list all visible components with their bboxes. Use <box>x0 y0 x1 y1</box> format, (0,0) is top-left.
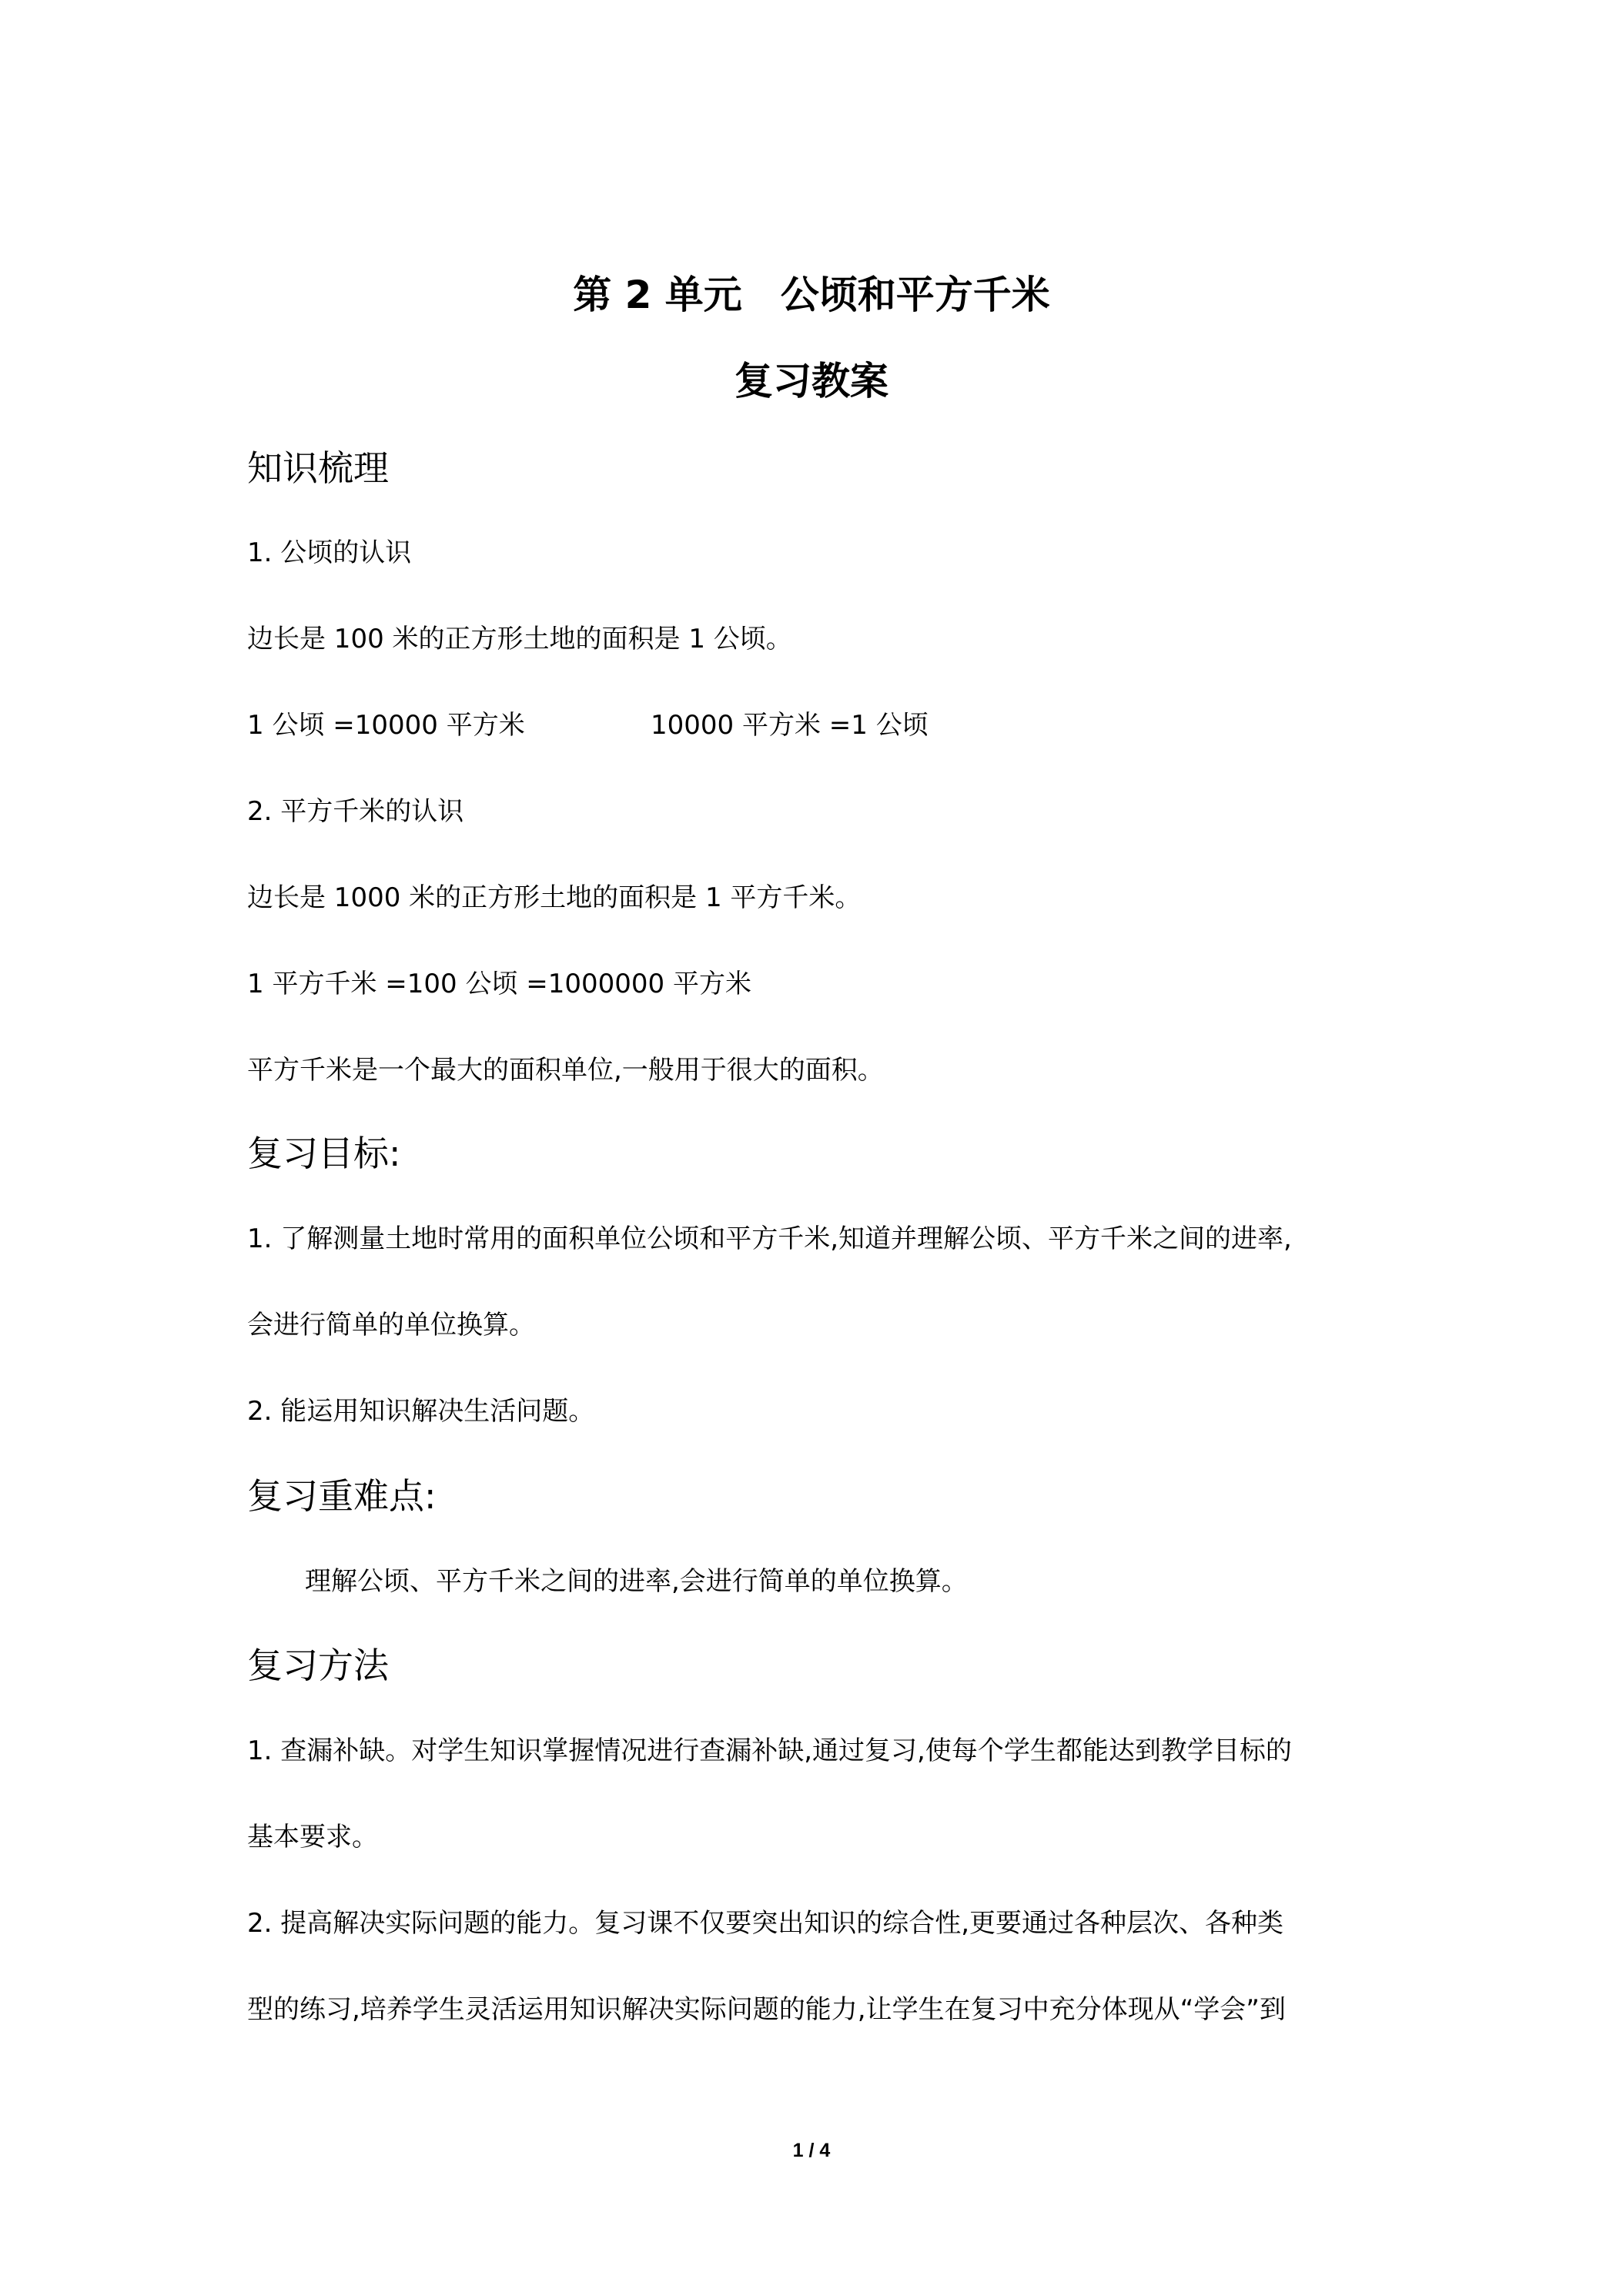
section-heading-goals: 复习目标: <box>247 1133 401 1174</box>
knowledge-line: 边长是 100 米的正方形土地的面积是 1 公顷。 <box>247 624 792 654</box>
knowledge-line: 1. 公顷的认识 <box>247 537 412 568</box>
document-subtitle: 复习教案 <box>735 359 888 403</box>
document-title: 第 2 单元 公顷和平方千米 <box>573 273 1050 317</box>
page-indicator: 1 / 4 <box>792 2140 831 2161</box>
knowledge-line: 2. 平方千米的认识 <box>247 796 464 827</box>
knowledge-line: 1 平方千米 =100 公顷 =1000000 平方米 <box>247 969 751 999</box>
methods-line: 基本要求。 <box>247 1822 378 1853</box>
goals-line: 1. 了解测量土地时常用的面积单位公顷和平方千米,知道并理解公顷、平方千米之间的进率, <box>247 1223 1292 1254</box>
methods-line: 型的练习,培养学生灵活运用知识解决实际问题的能力,让学生在复习中充分体现从“学会”到 <box>247 1994 1286 2025</box>
goals-line: 2. 能运用知识解决生活问题。 <box>247 1396 595 1427</box>
goals-line: 会进行简单的单位换算。 <box>247 1310 535 1340</box>
knowledge-line: 10000 平方米 =1 公顷 <box>651 710 929 741</box>
section-heading-methods: 复习方法 <box>247 1645 389 1686</box>
knowledge-line: 1 公顷 =10000 平方米 <box>247 710 525 741</box>
knowledge-line: 平方千米是一个最大的面积单位,一般用于很大的面积。 <box>247 1055 884 1086</box>
methods-line: 2. 提高解决实际问题的能力。复习课不仅要突出知识的综合性,更要通过各种层次、各种类 <box>247 1908 1284 1939</box>
section-heading-key-points: 复习重难点: <box>247 1475 437 1517</box>
methods-line: 1. 查漏补缺。对学生知识掌握情况进行查漏补缺,通过复习,使每个学生都能达到教学目标的 <box>247 1735 1292 1766</box>
knowledge-line: 边长是 1000 米的正方形土地的面积是 1 平方千米。 <box>247 882 862 913</box>
key-points-line: 理解公顷、平方千米之间的进率,会进行简单的单位换算。 <box>305 1566 968 1597</box>
section-heading-knowledge: 知识梳理 <box>247 447 389 489</box>
